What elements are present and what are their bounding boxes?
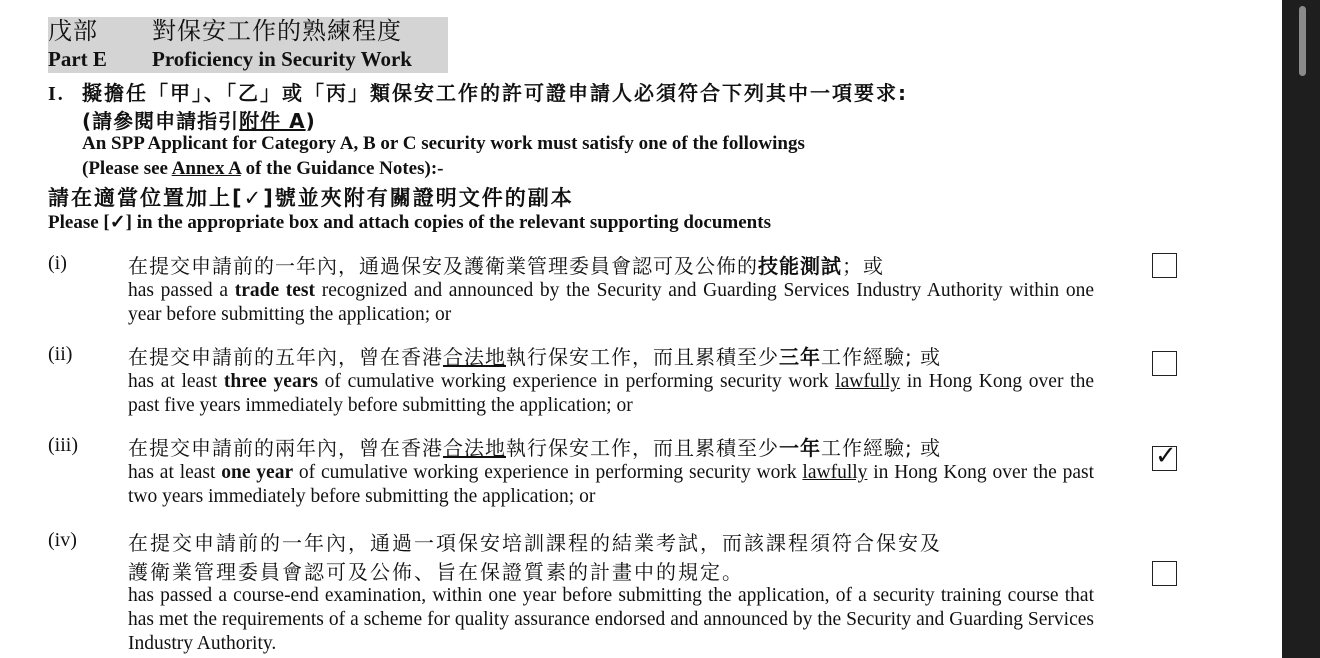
item-text-en: has at least three years of cumulative working experience in performing security work lawfully in Hong Kong over the past five years immediately before submitting the application; or xyxy=(128,371,1094,416)
section-header xyxy=(48,17,448,73)
checkbox-item-i[interactable] xyxy=(1152,253,1177,278)
requirement-number: I. xyxy=(48,83,65,105)
requirement-reference-zh: (請參閱申請指引附件 A) xyxy=(82,109,316,133)
item-text-zh: 護衛業管理委員會認可及公佈、旨在保證質素的計畫中的規定。 xyxy=(128,560,744,584)
checkbox-item-iii[interactable] xyxy=(1152,441,1177,471)
annex-a-link-zh[interactable]: 附件 A xyxy=(239,109,306,133)
item-text-zh: 在提交申請前的五年內，曾在香港合法地執行保安工作，而且累積至少三年工作經驗; 或 xyxy=(128,345,942,369)
annex-a-link-en[interactable]: Annex A xyxy=(171,158,241,179)
item-text-en: has passed a trade test recognized and announced by the Security and Guarding Services Industry Authority within one year before submitting the application; or xyxy=(128,280,1095,325)
requirement-heading-zh: I. 擬擔任「甲」、「乙」或「丙」類保安工作的許可證申請人必須符合下列其中一項要求: xyxy=(48,81,908,105)
section-title-zh: 對保安工作的熟練程度 xyxy=(152,17,402,45)
scrollbar-thumb[interactable] xyxy=(1299,6,1306,76)
section-title-en: Proficiency in Security Work xyxy=(152,47,412,71)
item-label: (ii) xyxy=(48,343,73,365)
check-mark-icon: ✓ xyxy=(1155,441,1177,471)
requirement-heading-en: An SPP Applicant for Category A, B or C security work must satisfy one of the followings xyxy=(82,133,805,154)
item-text-zh: 在提交申請前的一年內，通過一項保安培訓課程的結業考試，而該課程須符合保安及 xyxy=(128,531,942,555)
part-label-zh: 戊部 xyxy=(48,17,98,45)
item-text-en: has passed a course-end examination, within one year before submitting the application, of a security training course that has met the requirements of a scheme for quality assurance endorsed and announced by the Security and Guarding Services Industry Authority. xyxy=(128,585,1094,654)
item-text-zh: 在提交申請前的兩年內，曾在香港合法地執行保安工作，而且累積至少一年工作經驗; 或 xyxy=(128,436,942,460)
instruction-zh: 請在適當位置加上[✓]號並夾附有關證明文件的副本 xyxy=(48,186,574,210)
checkbox-item-iv[interactable] xyxy=(1152,561,1177,586)
item-text-zh: 在提交申請前的一年內，通過保安及護衛業管理委員會認可及公佈的技能測試；或 xyxy=(128,254,884,278)
item-label: (iii) xyxy=(48,434,78,456)
item-label: (i) xyxy=(48,252,67,274)
item-label: (iv) xyxy=(48,529,77,551)
instruction-en: Please [✓] in the appropriate box and attach copies of the relevant supporting documents xyxy=(48,212,771,233)
checkbox-item-ii[interactable] xyxy=(1152,351,1177,376)
vertical-scrollbar[interactable] xyxy=(1282,0,1320,658)
part-label-en: Part E xyxy=(48,47,107,71)
item-text-en: has at least one year of cumulative working experience in performing security work lawfully in Hong Kong over the past two years immediately before submitting the application; or xyxy=(128,462,1094,507)
requirement-reference-en: (Please see Annex A of the Guidance Notes):- xyxy=(82,158,444,179)
